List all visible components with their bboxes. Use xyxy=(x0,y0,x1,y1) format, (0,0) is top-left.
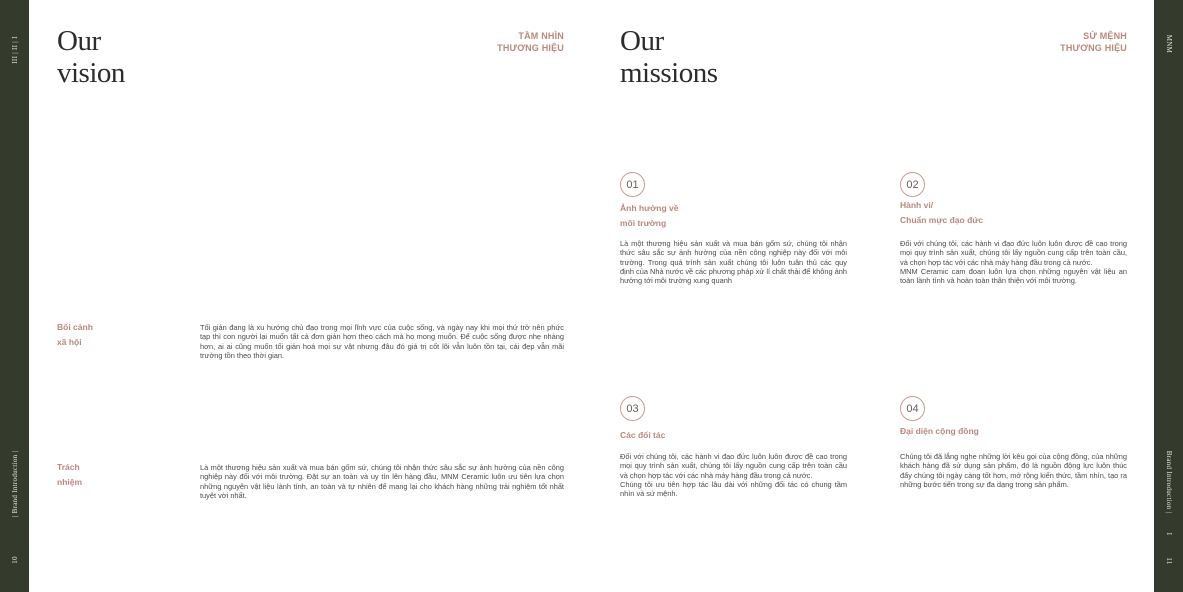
missions-kicker-line1: SỨ MỆNH xyxy=(1083,31,1127,41)
mission-item-title-line1: Hành vi/ xyxy=(900,200,934,210)
vision-title xyxy=(57,25,125,89)
mission-item-text-part2: MNM Ceramic cam đoan luôn lựa chọn những nguyên vật liệu an toàn lành tính và hoàn toàn thân thiện với môi trường. xyxy=(900,266,1127,286)
mission-item-title-line2: môi trường xyxy=(620,218,667,228)
mission-item-text-part1: Đối với chúng tôi, các hành vi đạo đức luôn luôn được đề cao trong mọi quy trình sản xuất, chúng tôi lấy nguồn cung cấp trên toàn cầu, và chọn hợp tác với các nhà máy hàng đầu trong cả nước. xyxy=(900,239,1127,267)
mission-item-title xyxy=(620,201,678,231)
missions-kicker-line2: THƯƠNG HIỆU xyxy=(1060,43,1127,53)
left-spine-section-marker: III | II | I xyxy=(10,36,19,64)
left-page-number: 10 xyxy=(10,556,19,564)
vision-kicker-line2: THƯƠNG HIỆU xyxy=(497,43,564,53)
vision-kicker xyxy=(497,30,564,54)
left-spine xyxy=(0,0,29,592)
mission-number-badge: 02 xyxy=(900,172,925,197)
vision-item-label-line2: nhiệm xyxy=(57,477,83,487)
mission-number-badge: 01 xyxy=(620,172,645,197)
missions-title xyxy=(620,25,718,89)
vision-title-line2: vision xyxy=(57,57,125,89)
mission-item-title: Các đối tác xyxy=(620,430,666,440)
missions-title-line2: missions xyxy=(620,57,718,89)
left-spine-brand-label: | Brand Introduction | xyxy=(10,450,19,518)
mission-item-title-line1: Ảnh hưởng về xyxy=(620,203,679,213)
vision-item-label-line2: xã hội xyxy=(57,337,82,347)
mission-item-text: Là một thương hiệu sản xuất và mua bán gốm sứ, chúng tôi nhận thức sâu sắc sự ảnh hưởng của nền công nghiệp này đối với môi trường. Trong quá trình sản xuất chúng tôi luôn tuân thủ các quy định của Nhà nước về các phương pháp xử lí chất thải để không ảnh hưởng tới môi trường xung quanh xyxy=(620,239,847,286)
right-page-number: 11 xyxy=(1164,557,1173,565)
missions-title-line1: Our xyxy=(620,25,664,57)
vision-item-label xyxy=(57,460,82,490)
mission-item-text xyxy=(620,452,847,498)
mission-item-title-line2: Chuẩn mực đạo đức xyxy=(900,215,984,225)
right-spine-brand-label: Brand Introduction | xyxy=(1164,450,1173,514)
vision-kicker-line1: TẦM NHÌN xyxy=(518,31,564,41)
right-spine-brand-mark: MNM xyxy=(1164,34,1173,54)
mission-item-title: Đại diện cộng đồng xyxy=(900,426,979,436)
mission-item-text-part2: Chúng tôi ưu tiên hợp tác lâu dài với những đối tác có chung tầm nhìn và sứ mệnh. xyxy=(620,479,847,499)
vision-item-label-line1: Bối cảnh xyxy=(57,322,93,332)
vision-item-label xyxy=(57,320,93,350)
vision-item-label-line1: Trách xyxy=(57,462,80,472)
mission-item-title xyxy=(900,198,983,228)
mission-number-badge: 04 xyxy=(900,396,925,421)
vision-item-text: Tối giản đang là xu hướng chủ đạo trong mọi lĩnh vực của cuộc sống, và ngày nay khi mọi thứ trở nên phức tạp thì con người lại muốn tất cả đơn giản hơn theo cách mà họ mong muốn. Để cuộc sống được nhẹ nhàng hơn, ai ai cũng muốn tối giản hoá mọi sự vật nhưng đâu đó giá trị cốt lõi vẫn luôn tồn tại, cái đẹp vẫn mãi trường tồn theo thời gian. xyxy=(200,323,564,360)
mission-item-text xyxy=(900,239,1127,285)
mission-item-text: Chúng tôi đã lắng nghe những lời kêu gọi của cộng đồng, của những khách hàng đã sử dụng sản phẩm, đó là nguồn động lực luôn thúc đẩy chúng tôi ngày càng tốt hơn, mở rộng kiến thức, tầm nhìn, tạo ra những bước tiến trong sự đa dạng trong sản phẩm. xyxy=(900,452,1127,489)
missions-kicker xyxy=(1060,30,1127,54)
mission-item-text-part1: Đối với chúng tôi, các hành vi đạo đức luôn luôn được đề cao trong mọi quy trình sản xuất, chúng tôi lấy nguồn cung cấp trên toàn cầu và chọn hợp tác với các nhà máy hàng đầu trong cả nước. xyxy=(620,452,847,480)
right-spine-divider: I xyxy=(1164,532,1173,536)
mission-number-badge: 03 xyxy=(620,396,645,421)
vision-title-line1: Our xyxy=(57,25,101,57)
vision-item-text: Là một thương hiệu sản xuất và mua bán gốm sứ, chúng tôi nhận thức sâu sắc sự ảnh hưởng của nền công nghiệp này đối với môi trường. Đặt sự an toàn và uy tín lên hàng đầu, MNM Ceramic luôn ưu tiên lựa chọn những nguyên vật liệu lành tính, an toàn và tự nhiên để mang lại cho khách hàng những trải nghiệm tốt nhất tuyệt vời nhất. xyxy=(200,463,564,500)
right-spine xyxy=(1154,0,1183,592)
